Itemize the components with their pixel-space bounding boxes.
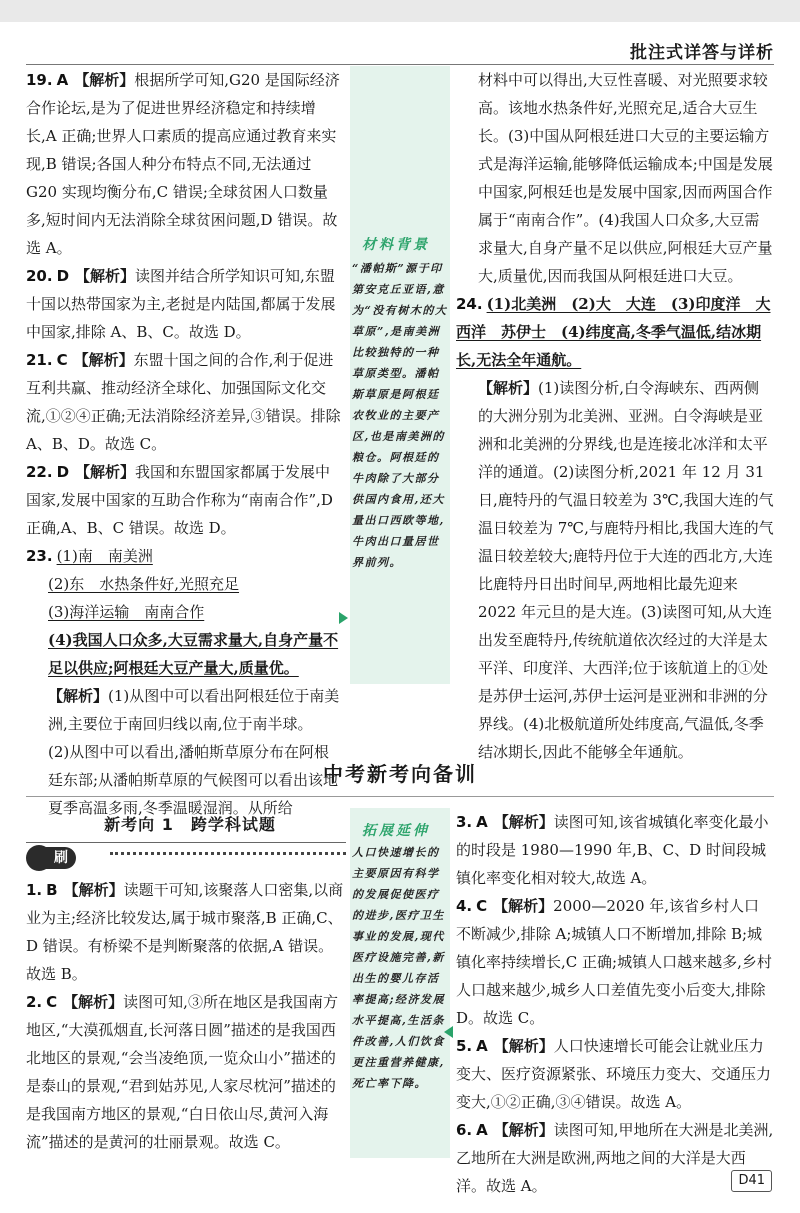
analysis-text: 读图可知,甲地所在大洲是北美洲,乙地所在大洲是欧洲,两地之间的大洋是大西洋。故选 A。 (456, 1121, 774, 1195)
question-number: 19. (26, 71, 53, 89)
question-2 (26, 988, 344, 1156)
analysis-text: (1)读图分析,白令海峡东、西两侧的大洲分别为北美洲、亚洲。白令海峡是亚洲和北美洲的分界线,也是连接北冰洋和太平洋的通道。(2)读图分析,2021 年 12 月 31 日,鹿特丹的气温日较差为 3℃,我国大连的气温日较差为 7℃,与鹿特丹相比,我国大连的气温日较差较大;鹿特丹位于大连的西北方,大连比鹿特丹日出时间早,两地相比最先迎来 2022 年元旦的是大连。(3)读图可知,从大连出发至鹿特丹,传统航道依次经过的大洋是太平洋、印度洋、大西洋;位于该航道上的①处是苏伊士运河,苏伊士运河是亚洲和非洲的分界线。(4)北极航道所处纬度高,气温低,冬季结冰期长,因此不能够全年通航。 (478, 379, 774, 761)
answer-letter: A (476, 813, 488, 831)
analysis-text: 读图可知,③所在地区是我国南方地区,“大漠孤烟直,长河落日圆”描述的是我国西北地区的景观,“会当凌绝顶,一览众山小”描述的是泰山的景观,“君到姑苏见,人家尽枕河”描述的是我国南方地区的景观,“白日依山尽,黄河入海流”描述的是黄河的壮丽景观。故选 C。 (26, 993, 338, 1151)
right-column-lower (456, 808, 774, 1200)
analysis-tag: 【解析】 (63, 993, 124, 1011)
question-number: 1. (26, 881, 43, 899)
sidebar-title: 拓展延伸 (362, 823, 430, 839)
page-number: D41 (731, 1170, 772, 1192)
pointer-arrow-icon (444, 1026, 453, 1038)
analysis-tag: 【解析】 (48, 687, 109, 705)
running-header: 批注式详答与详析 (630, 43, 774, 63)
sidebar-text: 人口快速增长的主要原因有科学的发展促使医疗的进步,医疗卫生事业的发展,现代医疗设施完善,新出生的婴儿存活率提高;经济发展水平提高,生活条件改善,人们饮食更注重营养健康,死亡率下降。 (352, 846, 446, 1090)
analysis-text: 根据所学可知,G20 是国际经济合作论坛,是为了促进世界经济稳定和持续增长,A 正确;世界人口素质的提高应通过教育来实现,B 错误;各国人种分布特点不同,无法通过 G20 实现均衡分布,C 错误;全球贫困人口数量多,短时间内无法消除全球贫困问题,D 错误。故选 A。 (26, 71, 340, 257)
analysis-text: 读图并结合所学知识可知,东盟十国以热带国家为主,老挝是内陆国,都属于发展中国家,排除 A、B、C。故选 D。 (26, 267, 336, 341)
question-6 (456, 1116, 774, 1200)
analysis-tag: 【解析】 (63, 881, 124, 899)
analysis-text: (1)从图中可以看出阿根廷位于南美洲,主要位于南回归线以南,位于南半球。 (48, 687, 340, 733)
question-number: 3. (456, 813, 473, 831)
dotted-divider (110, 852, 346, 855)
answer-letter: C (476, 897, 488, 915)
q23-analysis (26, 682, 344, 738)
answer-letter: A (476, 1121, 488, 1139)
question-number: 4. (456, 897, 473, 915)
answer-letter: C (56, 351, 68, 369)
question-21 (26, 346, 344, 458)
analysis-tag: 【解析】 (75, 267, 136, 285)
answer-part-4-line (26, 626, 344, 682)
sidebar-text: “潘帕斯”源于印第安克丘亚语,意为“没有树木的大草原”,是南美洲比较独特的一种草原类型。潘帕斯草原是阿根廷农牧业的主要产区,也是南美洲的粮仓。阿根廷的牛肉除了大部分供国内食用,还大量出口西欧等地,牛肉出口量居世界前列。 (352, 262, 448, 569)
header-rule (26, 64, 774, 65)
question-number: 23. (26, 547, 53, 565)
analysis-tag: 【解析】 (493, 1121, 554, 1139)
question-20 (26, 262, 344, 346)
right-column-upper (456, 66, 774, 766)
question-number: 21. (26, 351, 53, 369)
question-1 (26, 876, 344, 988)
scan-edge (0, 0, 800, 22)
answer-part-3-line (26, 598, 344, 626)
question-number: 22. (26, 463, 53, 481)
analysis-text: 读题干可知,该聚落人口密集,以商业为主;经济比较发达,属于城市聚落,B 正确,C、D 错误。有桥梁不是判断聚落的依据,A 错误。故选 B。 (26, 881, 344, 983)
answer-letter: A (476, 1037, 488, 1055)
left-column-lower (26, 876, 344, 1156)
question-19 (26, 66, 344, 262)
question-number: 2. (26, 993, 43, 1011)
question-3 (456, 808, 774, 892)
q24-analysis (456, 374, 774, 766)
left-column-upper (26, 66, 344, 822)
analysis-text: 读图可知,该省城镇化率变化最小的时段是 1980—1990 年,B、C、D 时间段城镇化率变化相对较大,故选 A。 (456, 813, 769, 887)
analysis-text: 东盟十国之间的合作,利于促进互利共赢、推动经济全球化、加强国际文化交流,①②④正确;无法消除经济差异,③错误。排除 A、B、D。故选 C。 (26, 351, 341, 453)
answer-letter: C (46, 993, 58, 1011)
answer-part-2-line (26, 570, 344, 598)
question-4 (456, 892, 774, 1032)
question-23 (26, 542, 344, 570)
answer-letter: D (56, 267, 70, 285)
analysis-text: 我国和东盟国家都属于发展中国家,发展中国家的互助合作称为“南南合作”,D 正确,A、B、C 错误。故选 D。 (26, 463, 333, 537)
analysis-tag: 【解析】 (493, 1037, 554, 1055)
analysis-tag: 【解析】 (478, 379, 539, 397)
answer-letter: D (56, 463, 70, 481)
section-title: 中考新考向备训 (323, 762, 477, 786)
answer-part-4: (4)我国人口众多,大豆需求量大,自身产量不足以供应;阿根廷大豆产量大,质量优。 (48, 631, 339, 677)
analysis-text: 人口快速增长可能会让就业压力变大、医疗资源紧张、环境压力变大、交通压力变大,①②正确,③④错误。故选 A。 (456, 1037, 772, 1111)
answer-letter: A (56, 71, 69, 89)
subsection-rule (26, 842, 346, 843)
q23-continued: 材料中可以得出,大豆性喜暖、对光照要求较高。该地水热条件好,光照充足,适合大豆生长。(3)中国从阿根廷进口大豆的主要运输方式是海洋运输,能够降低运输成本;中国是发展中国家,阿根廷也是发展中国家,因而两国合作属于“南南合作”。(4)我国人口众多,大豆需求量大,自身产量不足以供应,阿根廷大豆产量大,质量优,因而我国从阿根廷进口大豆。 (478, 71, 773, 285)
analysis-text: (2)从图中可以看出,潘帕斯草原分布在阿根廷东部;从潘帕斯草原的气候图可以看出该地夏季高温多雨,冬季温暖湿润。从所给 (48, 743, 339, 817)
question-number: 5. (456, 1037, 473, 1055)
badge-label: 刷考向 (46, 847, 76, 869)
answer-text: (1)北美洲 (2)大 大连 (3)印度洋 大西洋 苏伊士 (4)纬度高,冬季气温低,结冰期长,无法全年通航。 (456, 295, 771, 369)
pointer-arrow-icon (339, 612, 348, 624)
question-number: 24. (456, 295, 483, 313)
analysis-tag: 【解析】 (493, 813, 554, 831)
subsection-title: 新考向 1 跨学科试题 (104, 815, 276, 834)
answer-part-3: (3)海洋运输 南南合作 (48, 603, 205, 621)
sidebar-title: 材料背景 (362, 237, 430, 253)
answer-part-1: (1)南 南美洲 (56, 547, 153, 565)
answer-part-2: (2)东 水热条件好,光照充足 (48, 575, 240, 593)
analysis-tag: 【解析】 (73, 351, 134, 369)
analysis-tag: 【解析】 (493, 897, 554, 915)
question-5 (456, 1032, 774, 1116)
section-rule (26, 796, 774, 797)
analysis-tag: 【解析】 (74, 71, 135, 89)
question-24 (456, 290, 774, 374)
answer-letter: B (46, 881, 58, 899)
question-22 (26, 458, 344, 542)
question-number: 6. (456, 1121, 473, 1139)
analysis-tag: 【解析】 (75, 463, 136, 481)
question-number: 20. (26, 267, 53, 285)
analysis-text: 2000—2020 年,该省乡村人口不断减少,排除 A;城镇人口不断增加,排除 B;城镇化率持续增长,C 正确;城镇人口越来越多,乡村人口越来越少,城乡人口差值先变小后变大,排除 D。故选 C。 (456, 897, 772, 1027)
